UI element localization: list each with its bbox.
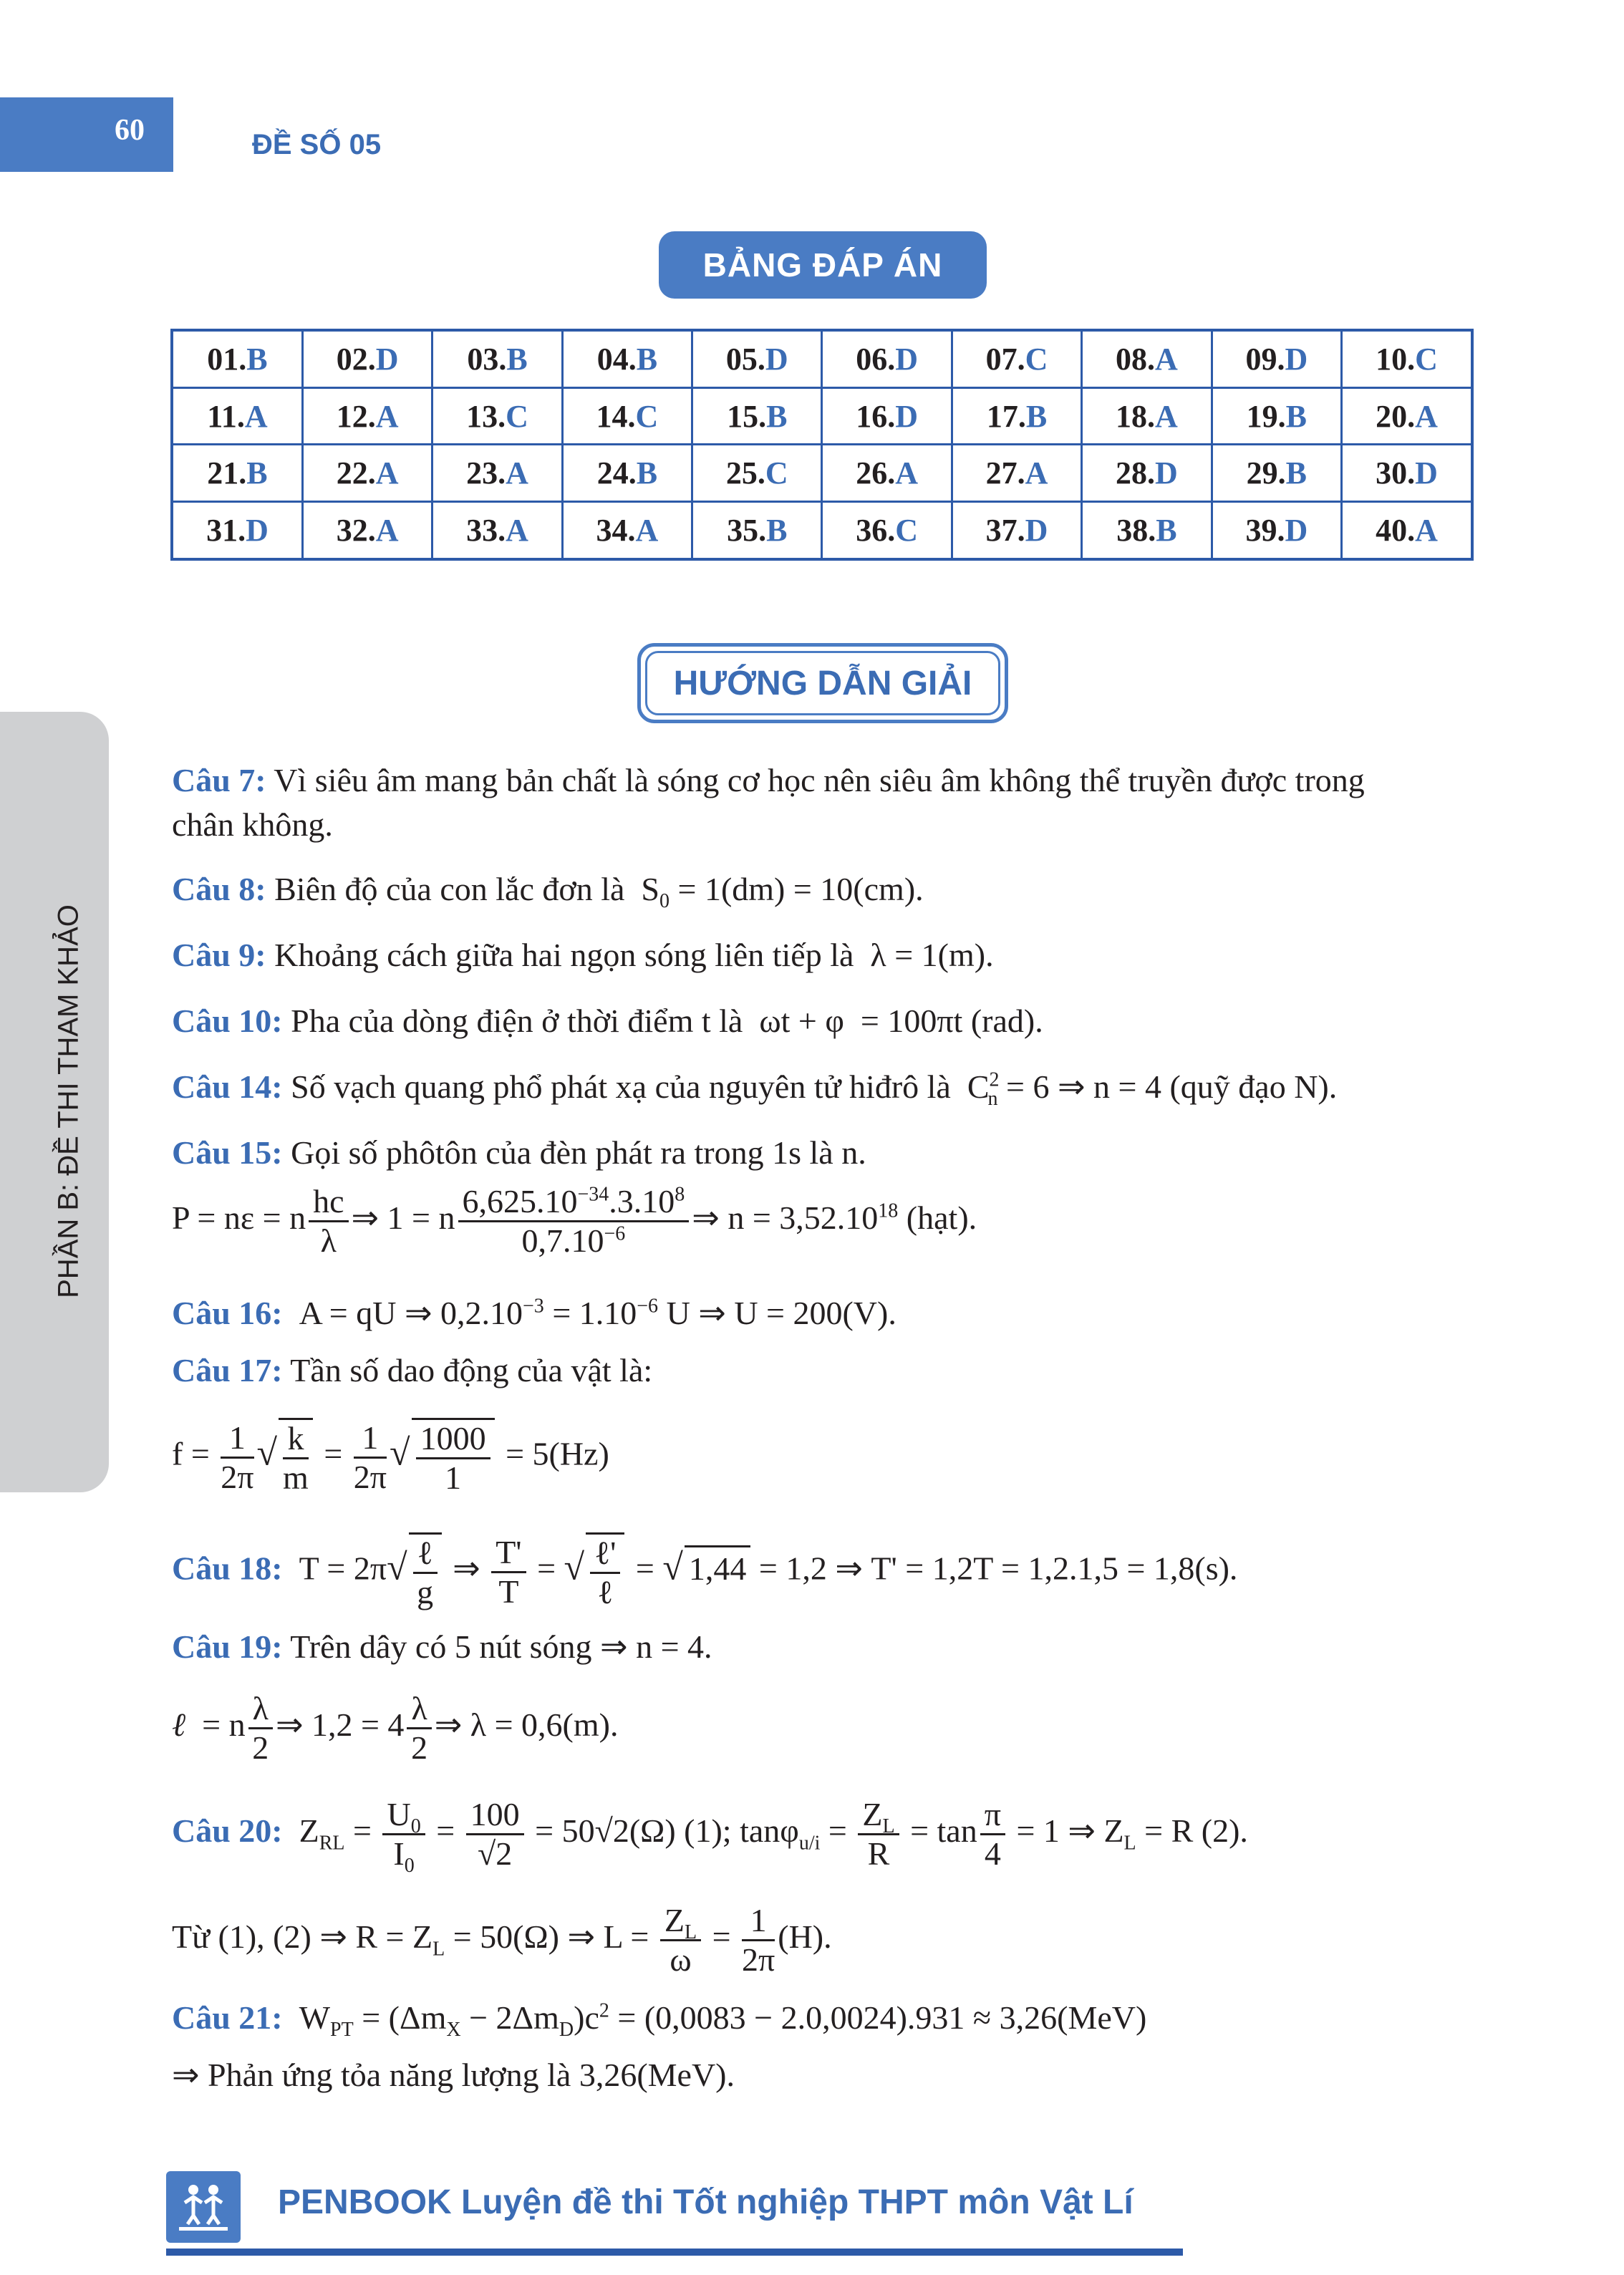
answer-cell xyxy=(562,387,692,445)
question-number: 01. xyxy=(207,341,247,377)
q20-tail2: (2). xyxy=(1201,1812,1248,1850)
question-number: 26. xyxy=(856,455,896,491)
solution-q16 xyxy=(172,1292,896,1335)
question-number: 25. xyxy=(725,455,765,491)
answer-cell xyxy=(822,502,952,559)
answer-letter: D xyxy=(1025,513,1048,549)
q19-label: Câu 19: xyxy=(172,1628,283,1665)
reader-icon xyxy=(175,2181,232,2233)
q19-text: Trên dây có 5 nút sóng xyxy=(290,1628,592,1665)
answer-letter: A xyxy=(1415,398,1438,434)
q21b-text: Phản ứng tỏa năng lượng là 3,26(MeV). xyxy=(208,2057,735,2093)
answer-cell xyxy=(562,330,692,387)
question-number: 32. xyxy=(336,513,376,549)
answer-cell xyxy=(302,502,432,559)
question-number: 28. xyxy=(1116,455,1156,491)
answer-letter: C xyxy=(1415,341,1438,377)
question-number: 31. xyxy=(206,513,246,549)
solution-q10 xyxy=(172,1000,1043,1043)
answer-letter: D xyxy=(765,341,788,377)
q19-result: ⇒ n = 4. xyxy=(600,1628,712,1665)
answer-cell xyxy=(1212,387,1341,445)
q9-label: Câu 9: xyxy=(172,937,266,973)
q8-text: Biên độ của con lắc đơn là xyxy=(274,871,625,907)
answer-letter: D xyxy=(1285,341,1308,377)
answer-cell xyxy=(172,330,302,387)
question-number: 19. xyxy=(1246,398,1286,434)
answer-row xyxy=(172,330,1472,387)
answer-cell xyxy=(1342,330,1472,387)
guide-heading: HƯỚNG DẪN GIẢI xyxy=(645,651,1000,715)
q16-formula: A = qU ⇒ $0,2.10^{-3} = 1.10^{-6}$ U ⇒ U = 200(V). xyxy=(291,1295,896,1331)
answer-cell xyxy=(562,445,692,502)
page-number: 60 xyxy=(115,114,145,147)
solution-q21-conclusion xyxy=(172,2054,735,2097)
q18-label: Câu 18: xyxy=(172,1550,283,1587)
answer-letter: B xyxy=(636,341,658,377)
answer-cell xyxy=(1082,387,1212,445)
q17-text: Tần số dao động của vật là: xyxy=(290,1352,653,1388)
solution-q19-formula: ℓ = n $\frac{\lambda}{2}$ ⇒ 1,2 = 4 $\frac{\lambda}{2}$ ⇒ λ = 0,6(m). xyxy=(172,1690,619,1766)
question-number: 23. xyxy=(466,455,506,491)
answer-letter: B xyxy=(1156,513,1177,549)
answer-cell xyxy=(432,330,562,387)
question-number: 20. xyxy=(1376,398,1416,434)
question-number: 36. xyxy=(856,513,896,549)
answer-letter: C xyxy=(765,455,788,491)
answer-cell xyxy=(432,387,562,445)
answer-letter: A xyxy=(1155,398,1178,434)
answer-cell xyxy=(172,502,302,559)
answer-cell xyxy=(1082,502,1212,559)
question-number: 10. xyxy=(1376,341,1416,377)
q14-label: Câu 14: xyxy=(172,1068,283,1105)
answer-row xyxy=(172,387,1472,445)
answer-cell xyxy=(172,445,302,502)
answer-table xyxy=(170,329,1474,561)
q8-formula: $S_0 = 1(dm) = 10(cm)$. xyxy=(632,871,924,913)
answer-letter: C xyxy=(1025,341,1048,377)
q14-tail: (quỹ đạo N). xyxy=(1169,1068,1338,1105)
solution-q9 xyxy=(172,934,994,977)
answer-row xyxy=(172,502,1472,559)
answer-letter: A xyxy=(506,455,528,491)
q14-text: Số vạch quang phổ phát xạ của nguyên tử hiđrô là xyxy=(291,1068,951,1105)
solution-q15 xyxy=(172,1131,866,1174)
answer-letter: A xyxy=(375,455,399,491)
question-number: 38. xyxy=(1116,513,1156,549)
question-number: 04. xyxy=(596,341,637,377)
answer-letter: B xyxy=(1285,398,1308,434)
answer-row xyxy=(172,445,1472,502)
answer-cell xyxy=(692,387,822,445)
answer-letter: A xyxy=(375,513,399,549)
answer-cell xyxy=(1342,502,1472,559)
question-number: 18. xyxy=(1116,398,1156,434)
answer-letter: D xyxy=(375,341,399,377)
solution-q19 xyxy=(172,1626,712,1668)
question-number: 14. xyxy=(596,398,636,434)
q10-text: Pha của dòng điện ở thời điểm t là xyxy=(291,1003,743,1039)
question-number: 07. xyxy=(985,341,1025,377)
question-number: 40. xyxy=(1376,513,1416,549)
answer-cell xyxy=(692,502,822,559)
question-number: 03. xyxy=(467,341,507,377)
answer-letter: A xyxy=(1415,513,1438,549)
solution-q7-cont xyxy=(172,803,333,846)
answer-cell xyxy=(1342,445,1472,502)
answer-cell xyxy=(1342,387,1472,445)
answer-letter: B xyxy=(636,455,658,491)
answer-letter: A xyxy=(1025,455,1048,491)
answer-cell xyxy=(692,445,822,502)
q10-formula: ωt + φ = 100πt (rad). xyxy=(750,1003,1043,1039)
answer-cell xyxy=(172,387,302,445)
answer-table-heading: BẢNG ĐÁP ÁN xyxy=(659,231,987,299)
answer-cell xyxy=(822,387,952,445)
q15-label: Câu 15: xyxy=(172,1134,283,1171)
answer-cell xyxy=(302,330,432,387)
answer-letter: B xyxy=(506,341,528,377)
answer-cell xyxy=(952,445,1081,502)
answer-letter: C xyxy=(895,513,919,549)
solution-q7 xyxy=(172,759,1365,802)
answer-letter: B xyxy=(246,455,268,491)
answer-cell xyxy=(1082,445,1212,502)
question-number: 22. xyxy=(336,455,376,491)
question-number: 27. xyxy=(985,455,1025,491)
footer-rule xyxy=(166,2249,1183,2256)
answer-cell xyxy=(562,502,692,559)
solution-q20-conclusion: Từ (1), (2) ⇒ $R = Z_L = 50(\Omega)$ ⇒ L = $\frac{Z_L}{\omega}$ = $\frac{1}{2\pi}$ (H). xyxy=(172,1902,832,1978)
answer-letter: B xyxy=(766,513,788,549)
answer-cell xyxy=(1212,502,1341,559)
q7-text-cont: chân không. xyxy=(172,806,333,843)
answer-letter: B xyxy=(1285,455,1308,491)
implies-symbol: ⇒ xyxy=(172,2057,208,2093)
question-number: 08. xyxy=(1116,341,1156,377)
answer-letter: A xyxy=(506,513,528,549)
question-number: 29. xyxy=(1246,455,1286,491)
guide-heading-frame xyxy=(637,643,1008,723)
answer-cell xyxy=(692,330,822,387)
question-number: 21. xyxy=(207,455,247,491)
answer-letter: D xyxy=(1415,455,1438,491)
question-number: 39. xyxy=(1245,513,1285,549)
solution-q17-formula: f = $\frac{1}{2\pi}$ √ $\frac{k}{m}$ = $\frac{1}{2\pi}$ √ $\frac{1000}{1}$ = 5(Hz) xyxy=(172,1419,609,1496)
penbook-logo-icon xyxy=(166,2171,241,2243)
q20b-text: Từ (1), (2) xyxy=(172,1918,311,1956)
answer-letter: C xyxy=(506,398,528,434)
answer-letter: B xyxy=(246,341,268,377)
question-number: 30. xyxy=(1376,455,1416,491)
answer-cell xyxy=(952,387,1081,445)
q20-label: Câu 20: xyxy=(172,1812,283,1850)
answer-cell xyxy=(1082,330,1212,387)
q8-label: Câu 8: xyxy=(172,871,266,907)
answer-cell xyxy=(1212,330,1341,387)
answer-letter: A xyxy=(375,398,399,434)
q20-tail: (1); xyxy=(684,1812,732,1850)
question-number: 12. xyxy=(336,398,376,434)
side-tab-label: PHẦN B: ĐỀ THI THAM KHẢO xyxy=(52,904,84,1298)
question-number: 35. xyxy=(727,513,767,549)
q9-formula: λ = 1(m). xyxy=(861,937,994,973)
question-number: 24. xyxy=(596,455,637,491)
q10-label: Câu 10: xyxy=(172,1003,283,1039)
solution-q14 xyxy=(172,1066,1338,1111)
question-number: 06. xyxy=(856,341,896,377)
answer-letter: D xyxy=(1285,513,1308,549)
exam-title: ĐỀ SỐ 05 xyxy=(252,129,382,160)
answer-letter: D xyxy=(895,341,919,377)
question-number: 15. xyxy=(727,398,767,434)
q21-label: Câu 21: xyxy=(172,1999,283,2036)
answer-letter: A xyxy=(895,455,919,491)
question-number: 33. xyxy=(466,513,506,549)
answer-cell xyxy=(432,502,562,559)
solution-q20: Câu 20: $Z_{RL}$ = $\frac{U_0}{I_0}$ = $\frac{100}{√2}$ = 50√2(Ω) (1); tanφ$_{u/i}$ = $\frac{Z_L}{R}$ = tan $\frac{\pi}{4}$ = 1 ⇒ $Z_L = R$ (2). xyxy=(172,1796,1248,1878)
q16-label: Câu 16: xyxy=(172,1295,283,1331)
page-number-box xyxy=(0,97,173,172)
answer-letter: D xyxy=(895,398,919,434)
question-number: 05. xyxy=(725,341,765,377)
answer-cell xyxy=(432,445,562,502)
solution-q21: Câu 21: $W_{PT} = (\Delta m_X - 2\Delta m_D)c^2 = (0,0083 - 2.0,0024).931 \approx 3,26(MeV)$ xyxy=(172,1999,1147,2042)
answer-cell xyxy=(302,445,432,502)
q7-label: Câu 7: xyxy=(172,762,266,798)
q9-text: Khoảng cách giữa hai ngọn sóng liên tiếp là xyxy=(274,937,854,973)
answer-cell xyxy=(302,387,432,445)
q15-tail: (hạt). xyxy=(906,1199,977,1237)
question-number: 17. xyxy=(986,398,1026,434)
solution-q15-formula: P = nε = n $\frac{hc}{\lambda}$ ⇒ 1 = n $\frac{6,625.10^{-34}.3.10^8}{0,7.10^{-6}}$ ⇒ $n = 3,52.10^{18}$ (hạt). xyxy=(172,1183,977,1259)
answer-cell xyxy=(952,330,1081,387)
answer-letter: A xyxy=(635,513,659,549)
question-number: 37. xyxy=(985,513,1025,549)
answer-letter: B xyxy=(766,398,788,434)
question-number: 34. xyxy=(596,513,636,549)
q7-text: Vì siêu âm mang bản chất là sóng cơ học nên siêu âm không thể truyền được trong xyxy=(274,762,1365,798)
answer-cell xyxy=(822,445,952,502)
question-number: 09. xyxy=(1245,341,1285,377)
answer-letter: A xyxy=(244,398,268,434)
answer-letter: D xyxy=(1155,455,1178,491)
solution-q18: Câu 18: T = 2π√ $\frac{\text{ℓ}}{g}$ ⇒ $\frac{T'}{T}$ = √ $\frac{\text{ℓ'}}{\text{ℓ}}$ = √ 1,44 = 1,2 ⇒ T' = 1,2T = 1,2.1,5 = 1,8(s). xyxy=(172,1533,1238,1610)
question-number: 13. xyxy=(466,398,506,434)
q14-formula: $C^2_n = 6$ ⇒ n = 4 xyxy=(959,1068,1161,1111)
solution-q17 xyxy=(172,1349,652,1392)
question-number: 02. xyxy=(336,341,376,377)
footer-title: PENBOOK Luyện đề thi Tốt nghiệp THPT môn Vật Lí xyxy=(278,2183,1134,2221)
q17-label: Câu 17: xyxy=(172,1352,283,1388)
question-number: 11. xyxy=(207,398,245,434)
answer-cell xyxy=(1212,445,1341,502)
answer-letter: B xyxy=(1025,398,1048,434)
answer-cell xyxy=(822,330,952,387)
solution-q8 xyxy=(172,868,924,911)
q15-text: Gọi số phôtôn của đèn phát ra trong 1s là n. xyxy=(291,1134,866,1171)
question-number: 16. xyxy=(856,398,896,434)
answer-letter: C xyxy=(635,398,659,434)
answer-letter: A xyxy=(1155,341,1178,377)
answer-letter: D xyxy=(246,513,269,549)
answer-cell xyxy=(952,502,1081,559)
